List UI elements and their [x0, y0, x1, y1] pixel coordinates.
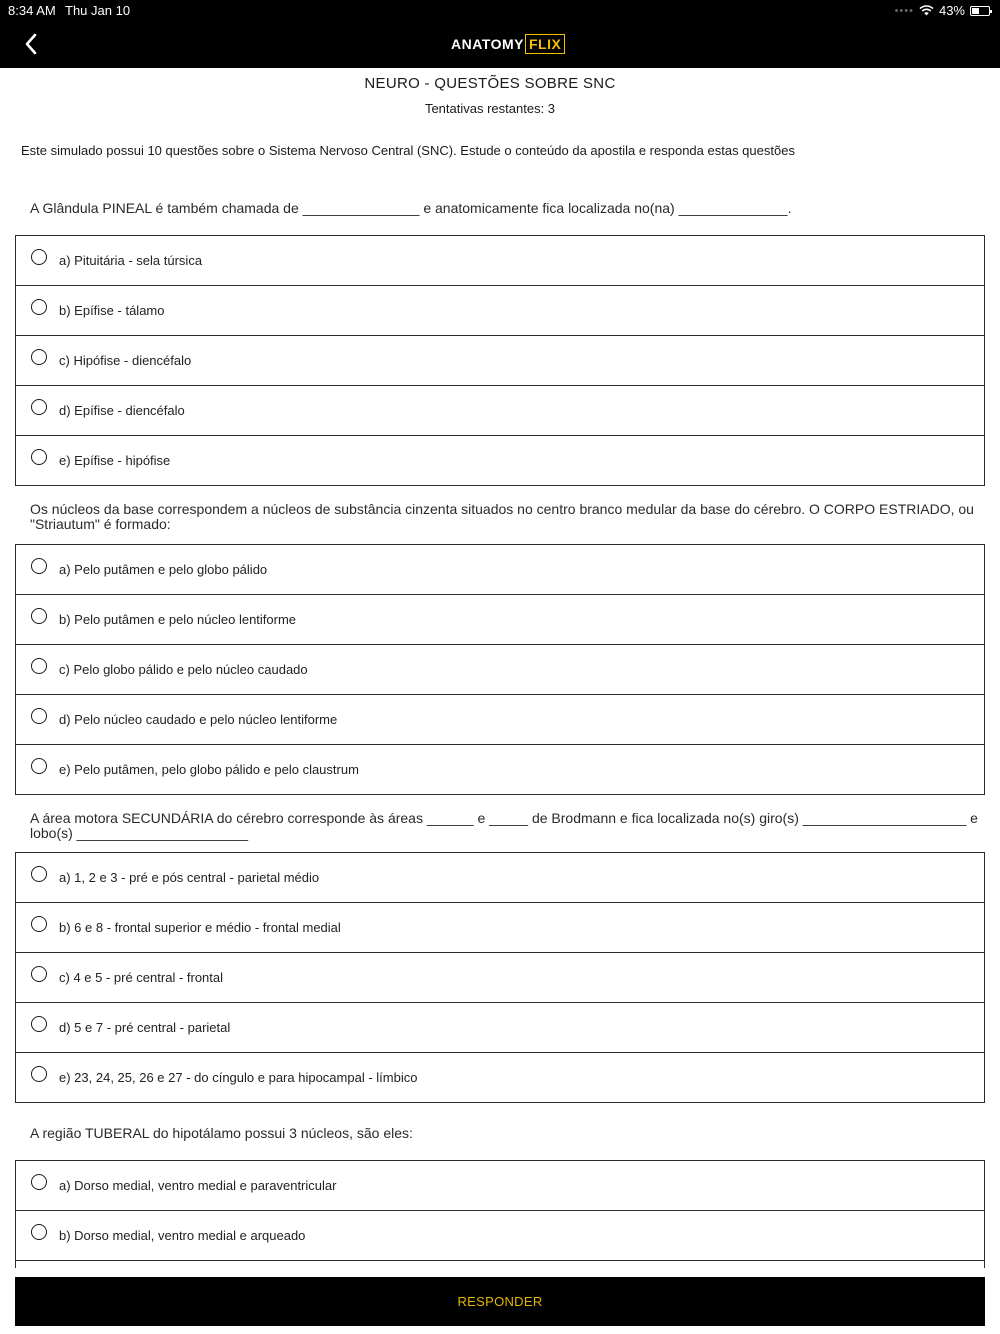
radio-button[interactable] [31, 966, 47, 982]
options-list [15, 235, 985, 486]
answer-option[interactable] [15, 952, 985, 1003]
radio-button[interactable] [31, 1016, 47, 1032]
logo-text-flix: FLIX [525, 34, 565, 54]
answer-option[interactable] [15, 235, 985, 286]
submit-button[interactable] [15, 1277, 985, 1326]
radio-button[interactable] [31, 866, 47, 882]
option-label: b) 6 e 8 - frontal superior e médio - frontal medial [59, 920, 341, 935]
radio-button[interactable] [31, 708, 47, 724]
option-label: e) Epífise - hipófise [59, 453, 171, 468]
logo-text-anatomy: ANATOMY [451, 36, 524, 52]
answer-option[interactable] [15, 1260, 985, 1268]
status-right [895, 3, 990, 18]
answer-option[interactable] [15, 902, 985, 953]
answer-option[interactable] [15, 385, 985, 436]
nav-bar [0, 20, 1000, 68]
answer-option[interactable] [15, 1002, 985, 1053]
battery-percent: 43% [938, 3, 965, 18]
option-label: b) Dorso medial, ventro medial e arqueado [59, 1228, 306, 1243]
answer-option[interactable] [15, 1052, 985, 1103]
answer-option[interactable] [15, 1160, 985, 1211]
options-list [15, 1160, 985, 1268]
status-date: Thu Jan 10 [65, 3, 131, 18]
option-label: a) Pelo putâmen e pelo globo pálido [59, 562, 268, 577]
radio-button[interactable] [31, 349, 47, 365]
attempts-remaining: Tentativas restantes: 3 [424, 101, 556, 116]
answer-option[interactable] [15, 694, 985, 745]
radio-button[interactable] [31, 299, 47, 315]
question-text: Os núcleos da base correspondem a núcleos de substância cinzenta situados no centro branco medular da base do cérebro. O CORPO ESTRIADO, ou "Striautum" é formado: [30, 501, 974, 532]
radio-button[interactable] [31, 1224, 47, 1240]
option-label: e) 23, 24, 25, 26 e 27 - do cíngulo e para hipocampal - límbico [59, 1070, 418, 1085]
submit-label: RESPONDER [457, 1294, 543, 1309]
option-label: d) Pelo núcleo caudado e pelo núcleo lentiforme [59, 712, 338, 727]
question-text: A região TUBERAL do hipotálamo possui 3 núcleos, são eles: [30, 1125, 413, 1141]
option-label: b) Epífise - tálamo [59, 303, 165, 318]
option-label: b) Pelo putâmen e pelo núcleo lentiforme [59, 612, 297, 627]
radio-button[interactable] [31, 658, 47, 674]
question-text: A área motora SECUNDÁRIA do cérebro corresponde às áreas ______ e _____ de Brodmann e fica localizada no(s) giro(s) _____________________ e lobo(s) ______________________ [30, 810, 978, 841]
status-time: 8:34 AM [8, 3, 56, 18]
radio-button[interactable] [31, 608, 47, 624]
answer-option[interactable] [15, 544, 985, 595]
status-bar [0, 0, 1000, 20]
radio-button[interactable] [31, 758, 47, 774]
page-title: NEURO - QUESTÕES SOBRE SNC [364, 75, 616, 92]
option-label: c) 4 e 5 - pré central - frontal [59, 970, 224, 985]
answer-option[interactable] [15, 594, 985, 645]
answer-option[interactable] [15, 435, 985, 486]
wifi-icon [919, 5, 934, 16]
option-label: d) 5 e 7 - pré central - parietal [59, 1020, 231, 1035]
battery-icon [970, 6, 990, 16]
option-label: a) 1, 2 e 3 - pré e pós central - parietal médio [59, 870, 320, 885]
options-list [15, 852, 985, 1103]
option-label: d) Epífise - diencéfalo [59, 403, 185, 418]
radio-button[interactable] [31, 1066, 47, 1082]
radio-button[interactable] [31, 399, 47, 415]
answer-option[interactable] [15, 852, 985, 903]
chevron-left-icon [18, 30, 46, 58]
answer-option[interactable] [15, 744, 985, 795]
answer-option[interactable] [15, 644, 985, 695]
answer-option[interactable] [15, 1210, 985, 1261]
app-logo [451, 33, 565, 55]
radio-button[interactable] [31, 558, 47, 574]
quiz-intro: Este simulado possui 10 questões sobre o Sistema Nervoso Central (SNC). Estude o conteúdo da apostila e responda estas questões [21, 143, 795, 158]
option-label: e) Pelo putâmen, pelo globo pálido e pelo claustrum [59, 762, 359, 777]
quiz-content[interactable] [0, 68, 1000, 1268]
option-label: c) Hipófise - diencéfalo [59, 353, 192, 368]
cellular-signal-icon: •••• [894, 4, 914, 17]
option-label: a) Dorso medial, ventro medial e paraventricular [59, 1178, 337, 1193]
answer-option[interactable] [15, 335, 985, 386]
options-list [15, 544, 985, 795]
radio-button[interactable] [31, 1174, 47, 1190]
answer-option[interactable] [15, 285, 985, 336]
option-label: a) Pituitária - sela túrsica [59, 253, 203, 268]
question-text: A Glândula PINEAL é também chamada de _______________ e anatomicamente fica localizada no(na) ______________. [30, 200, 792, 216]
option-label: c) Pelo globo pálido e pelo núcleo caudado [59, 662, 308, 677]
radio-button[interactable] [31, 916, 47, 932]
back-button[interactable] [18, 30, 46, 58]
radio-button[interactable] [31, 449, 47, 465]
radio-button[interactable] [31, 249, 47, 265]
